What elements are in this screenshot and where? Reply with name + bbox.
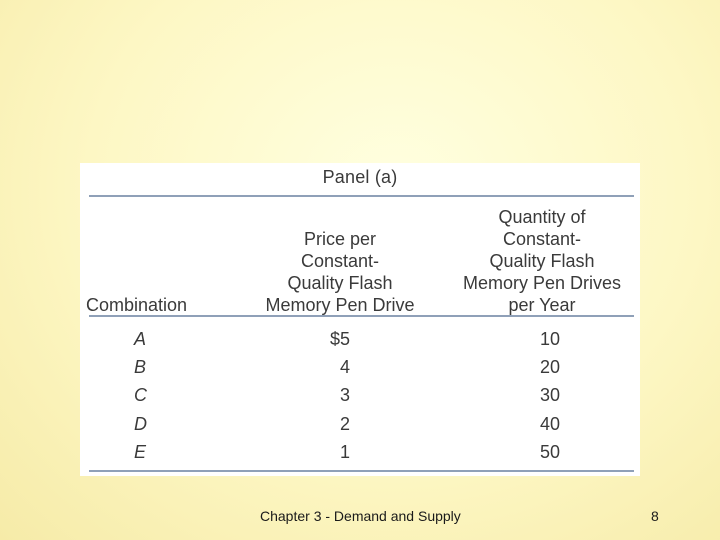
table-row xyxy=(80,325,640,353)
page-number: 8 xyxy=(651,508,659,524)
table-row xyxy=(80,353,640,381)
table-bottom-rule xyxy=(89,470,634,472)
cell-price: 1 xyxy=(339,441,350,462)
table-row xyxy=(80,438,640,466)
cell-quantity: 20 xyxy=(539,357,561,378)
slide-footer: Chapter 3 - Demand and Supply xyxy=(260,508,461,524)
cell-combination: C xyxy=(134,385,147,406)
cell-combination: A xyxy=(134,329,147,349)
table-row xyxy=(80,410,640,438)
column-header-line: Constant- xyxy=(502,229,582,249)
column-header-price xyxy=(250,228,430,316)
cell-combination: D xyxy=(134,413,147,434)
cell-price: 2 xyxy=(339,413,350,434)
cell-combination: E xyxy=(134,441,147,462)
column-header-line: Quantity of xyxy=(498,207,586,227)
table-header-rule xyxy=(89,315,634,317)
cell-price: $5 xyxy=(329,329,350,349)
cell-price: 4 xyxy=(339,357,350,378)
table-body xyxy=(80,325,640,466)
column-header-combination xyxy=(86,294,210,316)
column-header-line: Price per xyxy=(303,229,377,249)
column-header-line: per Year xyxy=(508,295,576,315)
column-header-line: Constant- xyxy=(300,251,380,271)
cell-quantity: 50 xyxy=(539,441,561,462)
column-header-line: Memory Pen Drive xyxy=(265,295,415,315)
column-header-line: Combination xyxy=(86,295,188,315)
demand-schedule-table xyxy=(80,163,640,476)
column-header-line: Memory Pen Drives xyxy=(462,273,622,293)
column-header-quantity xyxy=(447,206,637,316)
cell-quantity: 30 xyxy=(539,385,561,406)
cell-combination: B xyxy=(134,357,147,378)
cell-quantity: 10 xyxy=(539,329,561,349)
table-row xyxy=(80,381,640,409)
column-header-line: Quality Flash xyxy=(287,273,393,293)
cell-quantity: 40 xyxy=(539,413,561,434)
panel-title: Panel (a) xyxy=(322,167,398,187)
cell-price: 3 xyxy=(339,385,350,406)
table-top-rule xyxy=(89,195,634,197)
column-header-line: Quality Flash xyxy=(489,251,595,271)
